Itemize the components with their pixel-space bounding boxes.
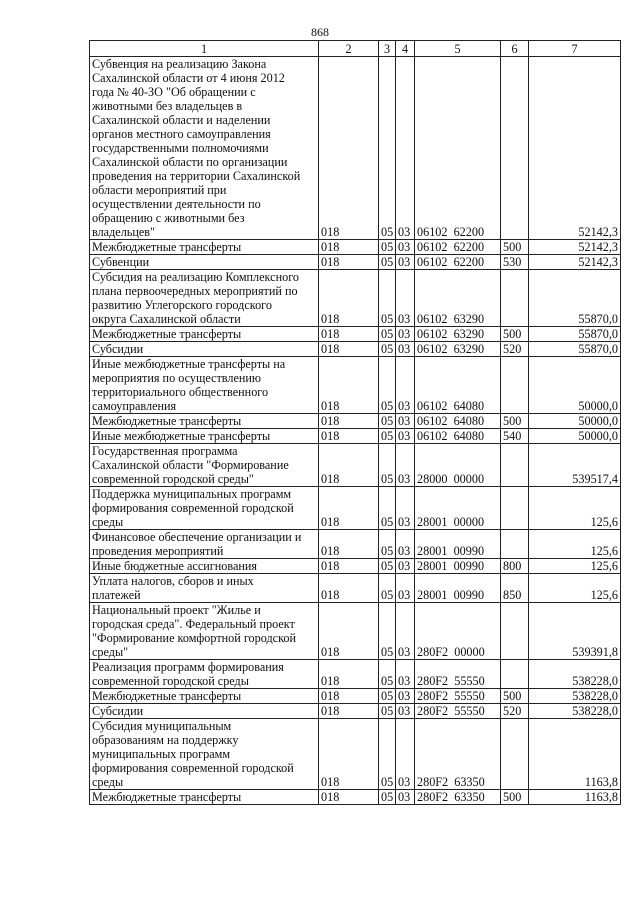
target-article-cell: 280F2 63350 [415,790,501,805]
item-name-line: самоуправления [92,399,177,413]
expense-type-cell: 520 [501,342,529,357]
item-name-line: владельцев" [92,225,155,239]
item-name-line: Иные межбюджетные трансферты [92,429,271,443]
ministry-code-cell: 018 [319,689,379,704]
table-row [90,327,621,342]
amount-cell: 539391,8 [529,603,621,660]
expense-type-cell [501,660,529,689]
item-name-line: городская среда". Федеральный проект [92,617,295,631]
item-name-line: среды [92,775,124,789]
section-code-cell: 05 [379,444,396,487]
section-code-cell: 05 [379,429,396,444]
item-name-cell [90,487,319,530]
expense-type-cell: 500 [501,327,529,342]
ministry-code-cell: 018 [319,57,379,240]
item-name-line: Поддержка муниципальных программ [92,487,292,501]
item-name-cell [90,327,319,342]
amount-cell: 50000,0 [529,414,621,429]
section-code-cell: 05 [379,603,396,660]
item-name-line: округа Сахалинской области [92,312,241,326]
item-name-line: Государственная программа [92,444,238,458]
column-header: 3 [379,41,396,57]
item-name-cell [90,574,319,603]
amount-cell: 1163,8 [529,790,621,805]
amount-cell: 125,6 [529,487,621,530]
section-code-cell: 05 [379,240,396,255]
amount-cell: 125,6 [529,574,621,603]
item-name-line: Межбюджетные трансферты [92,689,242,703]
expense-type-cell: 520 [501,704,529,719]
item-name-line: Межбюджетные трансферты [92,240,242,254]
ministry-code-cell: 018 [319,270,379,327]
subsection-code-cell: 03 [396,790,415,805]
target-article-cell: 06102 64080 [415,414,501,429]
section-code-cell: 05 [379,790,396,805]
expense-type-cell: 500 [501,689,529,704]
item-name-line: Субсидия муниципальным [92,719,232,733]
item-name-line: платежей [92,588,141,602]
amount-cell: 55870,0 [529,342,621,357]
ministry-code-cell: 018 [319,444,379,487]
subsection-code-cell: 03 [396,255,415,270]
expense-type-cell [501,530,529,559]
target-article-cell: 06102 62200 [415,57,501,240]
item-name-line: осуществлении деятельности по [92,197,261,211]
target-article-cell: 06102 63290 [415,327,501,342]
ministry-code-cell: 018 [319,487,379,530]
subsection-code-cell: 03 [396,719,415,790]
section-code-cell: 05 [379,342,396,357]
item-name-line: проведения мероприятий [92,544,224,558]
item-name-cell [90,414,319,429]
item-name-cell [90,603,319,660]
item-name-line: Межбюджетные трансферты [92,327,242,341]
item-name-line: среды [92,515,124,529]
expense-type-cell [501,487,529,530]
item-name-cell [90,357,319,414]
table-row [90,240,621,255]
subsection-code-cell: 03 [396,357,415,414]
item-name-line: животными без владельцев в [92,99,243,113]
section-code-cell: 05 [379,530,396,559]
item-name-cell [90,660,319,689]
expense-type-cell: 500 [501,790,529,805]
amount-cell: 50000,0 [529,429,621,444]
amount-cell: 55870,0 [529,270,621,327]
column-header: 1 [90,41,319,57]
expense-type-cell [501,603,529,660]
expense-type-cell: 800 [501,559,529,574]
item-name-line: Национальный проект "Жилье и [92,603,261,617]
table-row [90,57,621,240]
subsection-code-cell: 03 [396,240,415,255]
item-name-line: муниципальных программ [92,747,231,761]
item-name-line: Иные межбюджетные трансферты на [92,357,286,371]
subsection-code-cell: 03 [396,660,415,689]
item-name-cell [90,444,319,487]
table-row [90,790,621,805]
item-name-line: "Формирование комфортной городской [92,631,296,645]
amount-cell: 55870,0 [529,327,621,342]
amount-cell: 539517,4 [529,444,621,487]
target-article-cell: 280F2 55550 [415,704,501,719]
table-row [90,255,621,270]
item-name-cell [90,270,319,327]
item-name-line: Субвенции [92,255,150,269]
item-name-line: Иные бюджетные ассигнования [92,559,258,573]
target-article-cell: 06102 62200 [415,240,501,255]
ministry-code-cell: 018 [319,240,379,255]
column-header: 5 [415,41,501,57]
item-name-cell [90,719,319,790]
section-code-cell: 05 [379,327,396,342]
expense-type-cell [501,719,529,790]
item-name-line: Субсидии [92,704,144,718]
amount-cell: 1163,8 [529,719,621,790]
expense-type-cell: 500 [501,414,529,429]
amount-cell: 125,6 [529,530,621,559]
table-row [90,660,621,689]
subsection-code-cell: 03 [396,603,415,660]
item-name-line: Уплата налогов, сборов и иных [92,574,254,588]
section-code-cell: 05 [379,719,396,790]
subsection-code-cell: 03 [396,270,415,327]
item-name-cell [90,559,319,574]
table-row [90,487,621,530]
item-name-cell [90,689,319,704]
table-row [90,429,621,444]
table-row [90,270,621,327]
amount-cell: 125,6 [529,559,621,574]
item-name-cell [90,530,319,559]
expense-type-cell [501,357,529,414]
section-code-cell: 05 [379,689,396,704]
item-name-line: образованиям на поддержку [92,733,239,747]
ministry-code-cell: 018 [319,530,379,559]
header-row [90,41,621,57]
subsection-code-cell: 03 [396,57,415,240]
target-article-cell: 28001 00990 [415,559,501,574]
item-name-line: среды" [92,645,129,659]
item-name-line: Субсидии [92,342,144,356]
expense-type-cell [501,57,529,240]
ministry-code-cell: 018 [319,719,379,790]
expense-type-cell: 540 [501,429,529,444]
expense-type-cell [501,270,529,327]
item-name-line: года № 40-ЗО "Об обращении с [92,85,256,99]
item-name-line: формирования современной городской [92,501,294,515]
section-code-cell: 05 [379,559,396,574]
subsection-code-cell: 03 [396,487,415,530]
target-article-cell: 280F2 55550 [415,689,501,704]
item-name-line: Сахалинской области и наделении [92,113,271,127]
subsection-code-cell: 03 [396,342,415,357]
ministry-code-cell: 018 [319,574,379,603]
subsection-code-cell: 03 [396,574,415,603]
ministry-code-cell: 018 [319,603,379,660]
table-row [90,342,621,357]
item-name-line: Субсидия на реализацию Комплексного [92,270,299,284]
item-name-line: Сахалинской области по организации [92,155,288,169]
ministry-code-cell: 018 [319,414,379,429]
item-name-line: развитию Углегорского городского [92,298,272,312]
section-code-cell: 05 [379,357,396,414]
table-body [90,57,621,805]
section-code-cell: 05 [379,574,396,603]
ministry-code-cell: 018 [319,559,379,574]
section-code-cell: 05 [379,57,396,240]
subsection-code-cell: 03 [396,429,415,444]
item-name-line: формирования современной городской [92,761,294,775]
target-article-cell: 06102 63290 [415,342,501,357]
item-name-line: современной городской среды [92,674,249,688]
budget-table [89,40,621,805]
ministry-code-cell: 018 [319,790,379,805]
amount-cell: 538228,0 [529,689,621,704]
table-row [90,719,621,790]
item-name-line: области мероприятий при [92,183,227,197]
section-code-cell: 05 [379,270,396,327]
item-name-line: Сахалинской области от 4 июня 2012 [92,71,285,85]
item-name-line: Межбюджетные трансферты [92,790,242,804]
section-code-cell: 05 [379,660,396,689]
column-header: 7 [529,41,621,57]
item-name-line: Финансовое обеспечение организации и [92,530,302,544]
item-name-line: обращению с животными без [92,211,245,225]
table-row [90,704,621,719]
target-article-cell: 28001 00990 [415,530,501,559]
item-name-cell [90,704,319,719]
expense-type-cell: 500 [501,240,529,255]
column-header: 4 [396,41,415,57]
item-name-cell [90,790,319,805]
target-article-cell: 280F2 63350 [415,719,501,790]
ministry-code-cell: 018 [319,327,379,342]
table-row [90,357,621,414]
target-article-cell: 280F2 00000 [415,603,501,660]
target-article-cell: 280F2 55550 [415,660,501,689]
amount-cell: 538228,0 [529,660,621,689]
item-name-line: Межбюджетные трансферты [92,414,242,428]
item-name-line: Субвенция на реализацию Закона [92,57,267,71]
page-number: 868 [311,25,329,39]
ministry-code-cell: 018 [319,357,379,414]
item-name-line: Сахалинской области "Формирование [92,458,289,472]
amount-cell: 52142,3 [529,240,621,255]
expense-type-cell [501,444,529,487]
expense-type-cell: 850 [501,574,529,603]
subsection-code-cell: 03 [396,327,415,342]
item-name-line: проведения на территории Сахалинской [92,169,301,183]
subsection-code-cell: 03 [396,559,415,574]
column-header: 6 [501,41,529,57]
subsection-code-cell: 03 [396,704,415,719]
table-row [90,559,621,574]
amount-cell: 52142,3 [529,255,621,270]
target-article-cell: 06102 64080 [415,429,501,444]
item-name-cell [90,240,319,255]
table-row [90,530,621,559]
item-name-line: мероприятия по осуществлению [92,371,262,385]
target-article-cell: 28000 00000 [415,444,501,487]
expense-type-cell: 530 [501,255,529,270]
ministry-code-cell: 018 [319,660,379,689]
amount-cell: 538228,0 [529,704,621,719]
subsection-code-cell: 03 [396,414,415,429]
target-article-cell: 06102 62200 [415,255,501,270]
section-code-cell: 05 [379,414,396,429]
amount-cell: 52142,3 [529,57,621,240]
section-code-cell: 05 [379,487,396,530]
target-article-cell: 28001 00990 [415,574,501,603]
subsection-code-cell: 03 [396,444,415,487]
item-name-cell [90,57,319,240]
target-article-cell: 06102 64080 [415,357,501,414]
item-name-line: Реализация программ формирования [92,660,284,674]
ministry-code-cell: 018 [319,429,379,444]
target-article-cell: 06102 63290 [415,270,501,327]
table-row [90,603,621,660]
item-name-line: органов местного самоуправления [92,127,271,141]
ministry-code-cell: 018 [319,342,379,357]
item-name-line: плана первоочередных мероприятий по [92,284,298,298]
item-name-line: территориального общественного [92,385,269,399]
table-row [90,689,621,704]
item-name-line: современной городской среды" [92,472,254,486]
column-header: 2 [319,41,379,57]
ministry-code-cell: 018 [319,255,379,270]
item-name-cell [90,342,319,357]
section-code-cell: 05 [379,704,396,719]
section-code-cell: 05 [379,255,396,270]
table-row [90,444,621,487]
table-row [90,414,621,429]
item-name-line: государственными полномочиями [92,141,269,155]
item-name-cell [90,255,319,270]
amount-cell: 50000,0 [529,357,621,414]
subsection-code-cell: 03 [396,530,415,559]
target-article-cell: 28001 00000 [415,487,501,530]
table-row [90,574,621,603]
ministry-code-cell: 018 [319,704,379,719]
item-name-cell [90,429,319,444]
subsection-code-cell: 03 [396,689,415,704]
